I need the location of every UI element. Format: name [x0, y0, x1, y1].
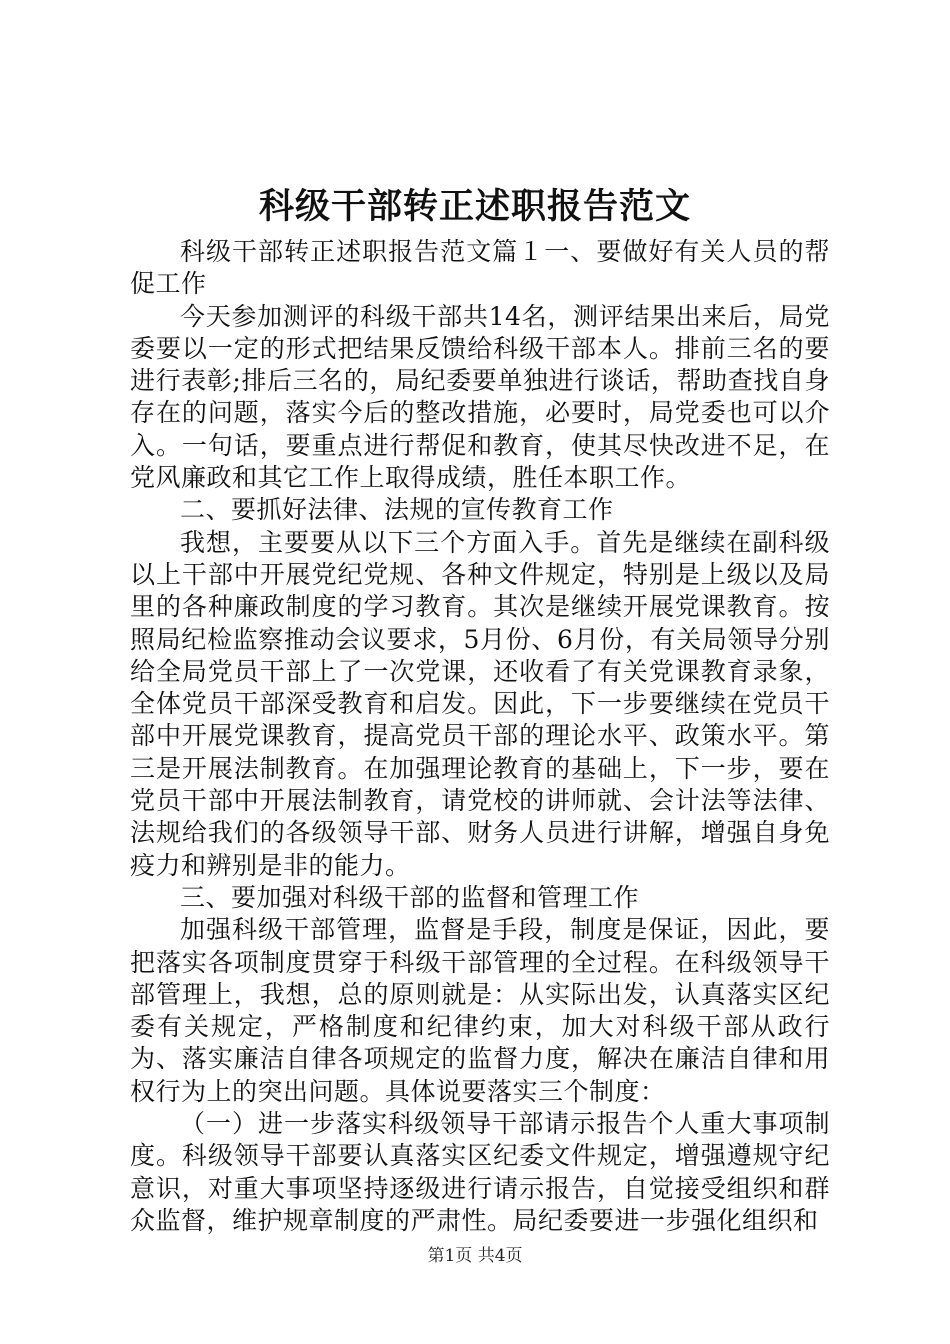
- section-heading-2: 二、要抓好法律、法规的宣传教育工作: [180, 495, 614, 525]
- paragraph-item-1: （一）进一步落实科级领导干部请示报告个人重大事项制度。科级领导干部要认真落实区纪委文件规定，增强遵规守纪意识，对重大事项坚持逐级进行请示报告，自觉接受组织和群众监督，维护规章制度的严肃性。局纪委要进一步强化组织和: [130, 1109, 830, 1235]
- page-footer: [0, 1244, 950, 1268]
- document-title: 科级干部转正述职报告范文: [258, 186, 691, 227]
- page-indicator: 第1页 共4页: [427, 1246, 523, 1266]
- paragraph-evaluation: 今天参加测评的科级干部共14名，测评结果出来后，局党委要以一定的形式把结果反馈给科级干部本人。排前三名的要进行表彰;排后三名的，局纪委要单独进行谈话，帮助查找自身存在的问题，落实今后的整改措施，必要时，局党委也可以介入。一句话，要重点进行帮促和教育，使其尽快改进不足，在党风廉政和其它工作上取得成绩，胜任本职工作。: [130, 301, 830, 493]
- document-body: [130, 236, 830, 1237]
- paragraph-management: 加强科级干部管理，监督是手段，制度是保证，因此，要把落实各项制度贯穿于科级干部管理的全过程。在科级领导干部管理上，我想，总的原则就是：从实际出发，认真落实区纪委有关规定，严格制度和纪律约束，加大对科级干部从政行为、落实廉洁自律各项规定的监督力度，解决在廉洁自律和用权行为上的突出问题。具体说要落实三个制度：: [130, 915, 830, 1106]
- section-heading-3: 三、要加强对科级干部的监督和管理工作: [180, 882, 640, 912]
- paragraph-intro: 科级干部转正述职报告范文篇１一、要做好有关人员的帮促工作: [130, 237, 830, 299]
- paragraph-education: 我想，主要要从以下三个方面入手。首先是继续在副科级以上干部中开展党纪党规、各种文件规定，特别是上级以及局里的各种廉政制度的学习教育。其次是继续开展党课教育。按照局纪检监察推动会议要求，5月份、6月份，有关局领导分别给全局党员干部上了一次党课，还收看了有关党课教育录象，全体党员干部深受教育和启发。因此，下一步要继续在党员干部中开展党课教育，提高党员干部的理论水平、政策水平。第三是开展法制教育。在加强理论教育的基础上，下一步，要在党员干部中开展法制教育，请党校的讲师就、会计法等法律、法规给我们的各级领导干部、财务人员进行讲解，增强自身免疫力和辨别是非的能力。: [130, 527, 830, 880]
